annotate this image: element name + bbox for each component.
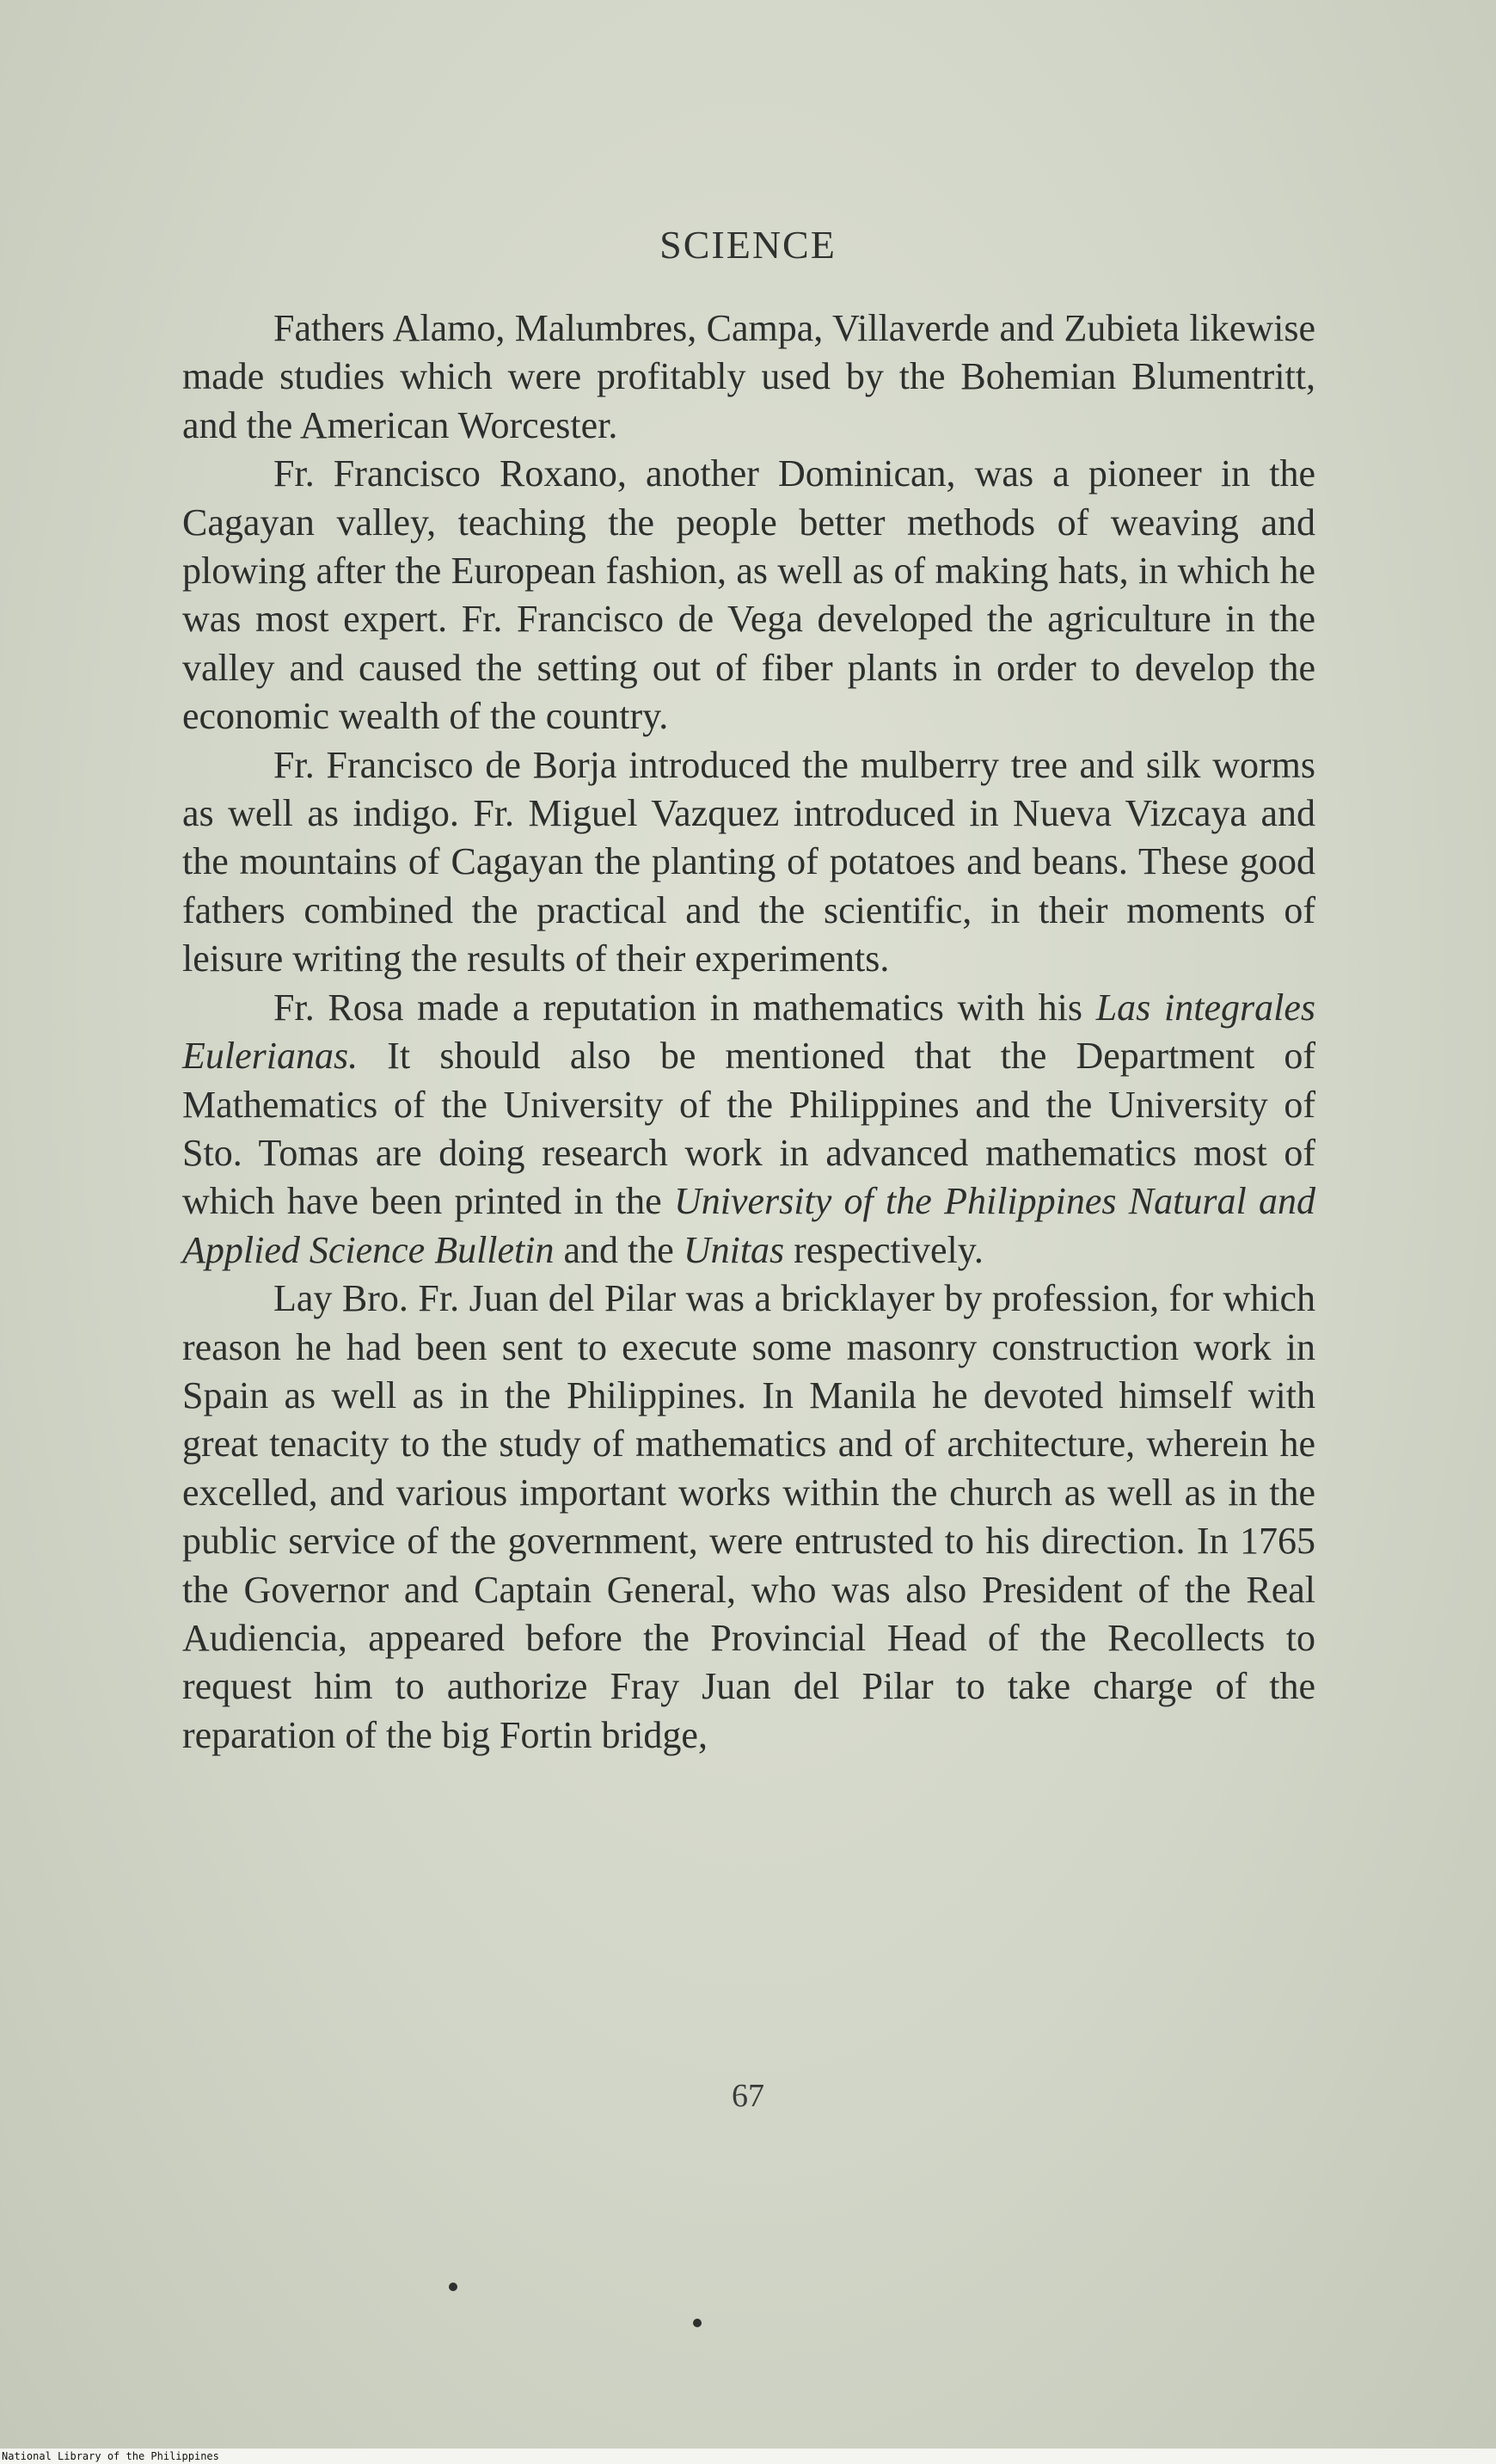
ink-speck [449, 2283, 457, 2291]
ink-speck [693, 2319, 702, 2327]
paragraph-4 [182, 984, 1315, 1275]
footer-credit: National Library of the Philippines [2, 2450, 219, 2462]
journal-title-unitas: Unitas [683, 1228, 785, 1271]
footer-bar [0, 2449, 1496, 2464]
body-text [182, 304, 1315, 1760]
paragraph-5: Lay Bro. Fr. Juan del Pilar was a bricklayer by profession, for which reason he had been sent to execute some masonry construction work in Spain as well as in the Philippines. In Manila he devoted himself with great tenacity to the study of mathematics and of architecture, wherein he excelled, and various important works within the church as well as in the public service of the government, were entrusted to his direction. In 1765 the Governor and Captain General, who was also President of the Real Audiencia, appeared before the Provincial Head of the Recollects to request him to authorize Fray Juan del Pilar to take charge of the reparation of the big Fortin bridge, [182, 1277, 1315, 1756]
paragraph-1: Fathers Alamo, Malumbres, Campa, Villaverde and Zubieta likewise made studies which were profitably used by the Bohemian Blumentritt, and the American Worcester. [182, 307, 1315, 446]
paragraph-4-middle: It should also be mentioned that the Department of Mathematics of the University of the Philippines and the University of Sto. Tomas are doing research work in advanced mathematics most of which have been printed in the [182, 1035, 1316, 1223]
paragraph-4-and: and the [563, 1228, 674, 1271]
paragraph-2: Fr. Francisco Roxano, another Dominican, was a pioneer in the Cagayan valley, teaching the people better methods of weaving and plowing after the European fashion, as well as of making hats, in which he was most expert. Fr. Francisco de Vega developed the agriculture in the valley and caused the setting out of fiber plants in order to develop the economic wealth of the country. [182, 452, 1315, 738]
page-number: 67 [732, 2078, 764, 2114]
paragraph-4-start: Fr. Rosa made a reputation in mathematics with his [273, 986, 1082, 1029]
running-head: SCIENCE [659, 223, 837, 267]
paragraph-3: Fr. Francisco de Borja introduced the mulberry tree and silk worms as well as indigo. Fr. Miguel Vazquez introduced in Nueva Vizcaya and the mountains of Cagayan the planting of potatoes and beans. These good fathers combined the practical and the scientific, in their moments of leisure writing the results of their experiments. [182, 743, 1315, 980]
paragraph-4-end: respectively. [794, 1228, 984, 1271]
journal-title-bulletin: University of the Philippines Natural and Applied Science Bulletin [182, 1180, 1316, 1271]
book-title-integrales: Las integrales Eulerianas. [182, 986, 1316, 1078]
